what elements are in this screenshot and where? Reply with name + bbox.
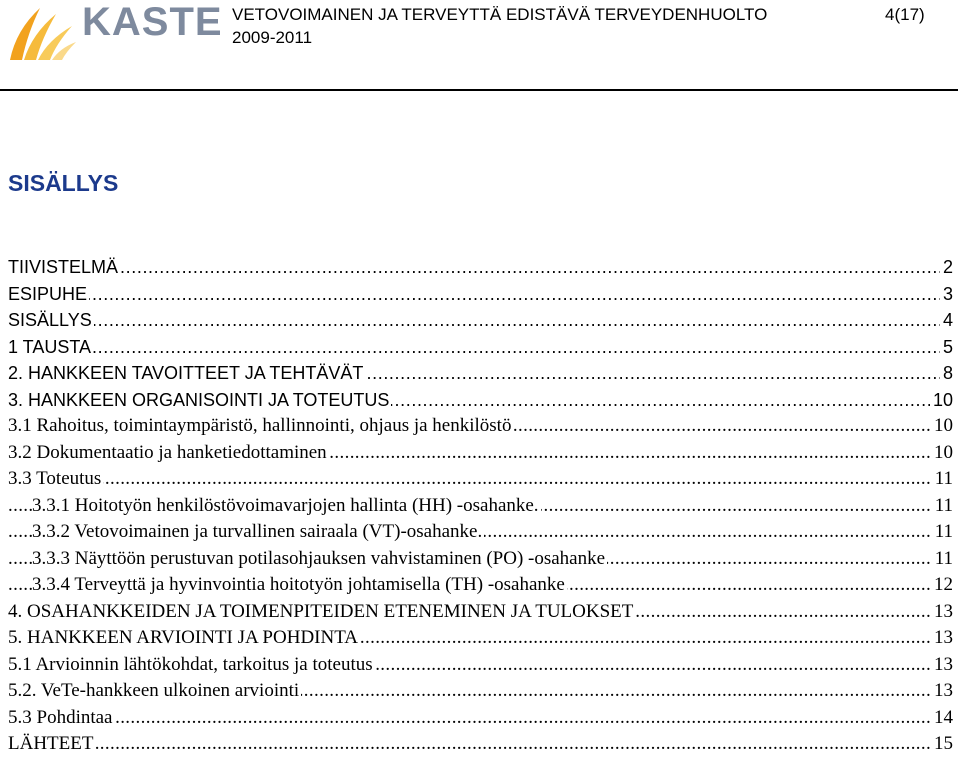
toc-entry-label: 3.2 Dokumentaatio ja hanketiedottaminen: [8, 441, 327, 463]
kaste-sun-logo-icon: [6, 0, 78, 64]
toc-entry-label: 3.3.1 Hoitotyön henkilöstövoimavarjojen hallinta (HH) -osahanke.: [32, 494, 539, 516]
toc-entry-page: 10: [931, 440, 953, 467]
toc-entry-page: 13: [931, 599, 953, 626]
toc-entry-label: 5.3 Pohdintaa: [8, 706, 113, 728]
header-divider: [0, 89, 958, 91]
toc-entry[interactable]: [8, 254, 953, 281]
toc-entry-label: TIIVISTELMÄ: [8, 257, 119, 277]
toc-entry-page: 11: [932, 466, 953, 493]
toc-entry[interactable]: [8, 625, 953, 652]
toc-entry[interactable]: [8, 705, 953, 732]
toc-entry-label: 1 TAUSTA: [8, 336, 92, 357]
toc-entry[interactable]: [8, 360, 953, 387]
toc-entry[interactable]: [8, 281, 953, 308]
toc-entry-page: 15: [931, 731, 953, 758]
toc-entry-page: 14: [931, 705, 953, 732]
toc-entry-page: 11: [932, 519, 953, 546]
toc-entry-label: 3.3 Toteutus: [8, 468, 102, 489]
toc-entry[interactable]: [8, 440, 953, 467]
toc-entry[interactable]: [8, 334, 953, 361]
toc-entry-page: 11: [932, 546, 953, 573]
header-years: 2009-2011: [232, 28, 313, 47]
toc-entry-label: 2. HANKKEEN TAVOITTEET JA TEHTÄVÄT: [8, 363, 364, 383]
toc-entry-page: 13: [931, 652, 953, 679]
header-page-number: 4(17): [885, 5, 925, 24]
toc-entry-label: 3.1 Rahoitus, toimintaympäristö, hallinnointi, ohjaus ja henkilöstö: [8, 415, 512, 436]
toc-entry-label: 4. OSAHANKKEIDEN JA TOIMENPITEIDEN ETENEMINEN JA TULOKSET: [8, 600, 634, 622]
toc-entry-label: 3.3.3 Näyttöön perustuvan potilasohjauksen vahvistaminen (PO) -osahanke: [32, 547, 606, 569]
toc-entry[interactable]: [8, 731, 953, 758]
toc-entry-page: 10: [931, 413, 953, 440]
toc-entry-label: 3.3.2 Vetovoimainen ja turvallinen sairaala (VT)-osahanke.: [32, 521, 483, 542]
table-of-contents: [8, 254, 953, 758]
toc-entry-label: 3. HANKKEEN ORGANISOINTI JA TOTEUTUS: [8, 389, 390, 410]
toc-entry[interactable]: [8, 572, 953, 599]
toc-entry[interactable]: [8, 546, 953, 573]
page-header: [0, 0, 960, 94]
toc-entry-page: 5: [940, 334, 953, 361]
toc-entry-label: 5. HANKKEEN ARVIOINTI JA POHDINTA: [8, 627, 359, 648]
toc-entry[interactable]: [8, 466, 953, 493]
toc-entry-page: 11: [932, 493, 953, 520]
toc-entry-label: ESIPUHE: [8, 283, 88, 304]
toc-entry[interactable]: [8, 652, 953, 679]
toc-entry[interactable]: [8, 599, 953, 626]
header-title: VETOVOIMAINEN JA TERVEYTTÄ EDISTÄVÄ TERVEYDENHUOLTO: [232, 5, 768, 24]
toc-entry[interactable]: [8, 519, 953, 546]
page-title: SISÄLLYS: [8, 170, 119, 196]
toc-entry-label: 5.1 Arvioinnin lähtökohdat, tarkoitus ja toteutus: [8, 653, 373, 675]
toc-entry[interactable]: [8, 678, 953, 705]
toc-entry[interactable]: [8, 387, 953, 414]
toc-entry-page: 10: [930, 387, 953, 414]
toc-entry-page: 4: [940, 307, 953, 334]
toc-entry-page: 8: [940, 360, 953, 387]
toc-entry-page: 13: [931, 678, 953, 705]
toc-entry-page: 12: [931, 572, 953, 599]
toc-entry[interactable]: [8, 493, 953, 520]
toc-entry[interactable]: [8, 413, 953, 440]
toc-entry-page: 2: [940, 254, 953, 281]
toc-entry-page: 13: [931, 625, 953, 652]
toc-entry-label: 5.2. VeTe-hankkeen ulkoinen arviointi: [8, 680, 300, 701]
toc-entry[interactable]: [8, 307, 953, 334]
toc-entry-label: LÄHTEET: [8, 733, 94, 754]
toc-entry-label: SISÄLLYS: [8, 310, 92, 330]
toc-entry-page: 3: [940, 281, 953, 308]
logo-wordmark: KASTE: [82, 0, 223, 44]
toc-entry-label: 3.3.4 Terveyttä ja hyvinvointia hoitotyön johtamisella (TH) -osahanke: [32, 574, 565, 595]
